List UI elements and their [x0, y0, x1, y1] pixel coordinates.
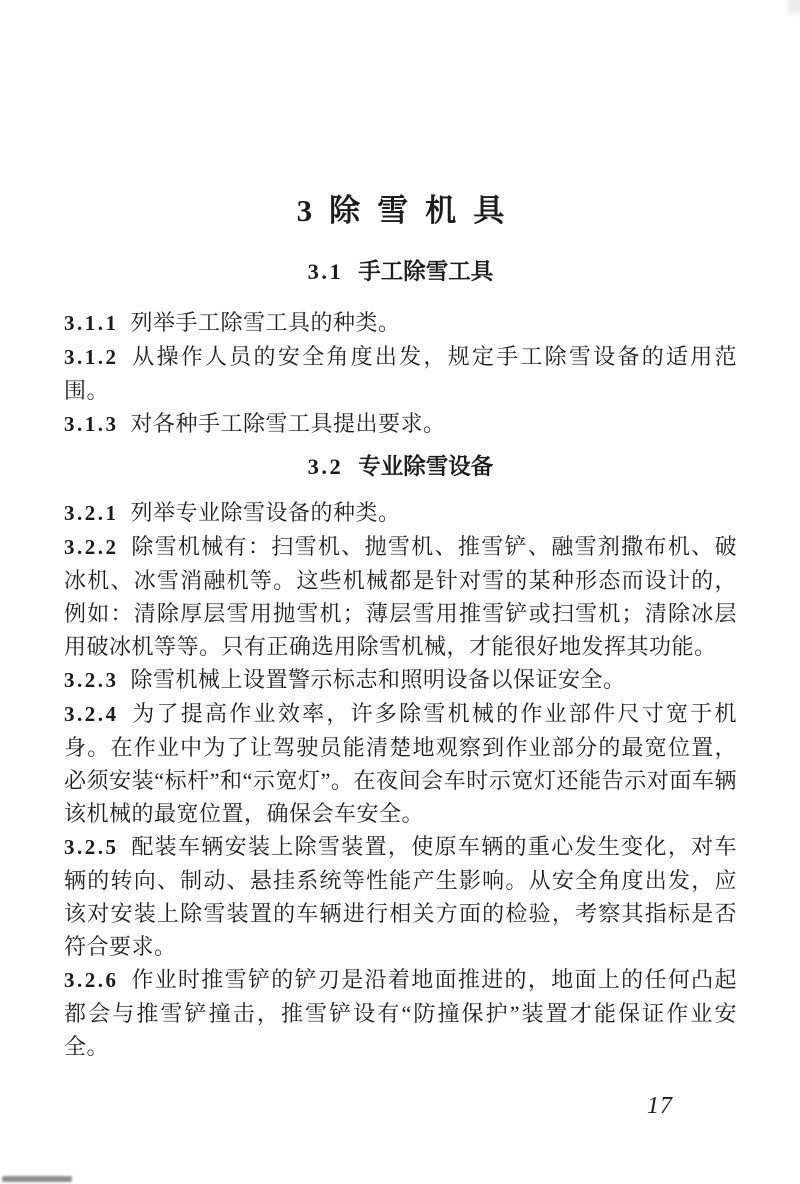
chapter-title-text: 除雪机具 — [329, 193, 522, 228]
clause-number: 3.1.2 — [64, 345, 119, 369]
scan-smudge-bottom-left — [2, 1176, 72, 1182]
clause-number: 3.2.2 — [64, 535, 119, 559]
clause-paragraph: 3.2.2 除雪机械有：扫雪机、抛雪机、推雪铲、融雪剂撒布机、破冰机、冰雪消融机等。这些机械都是针对雪的某种形态而设计的，例如：清除厚层雪用抛雪机；薄层雪用推雪铲或扫雪机；清除冰层用破冰机等等。只有正确选用除雪机械，才能很好地发挥其功能。 — [64, 534, 737, 659]
document-body — [64, 259, 737, 1063]
clause-number: 3.2.4 — [64, 702, 119, 726]
clause-number: 3.2.6 — [64, 968, 119, 992]
clause-paragraph: 3.1.2 从操作人员的安全角度出发，规定手工除雪设备的适用范围。 — [64, 344, 737, 403]
clause-number: 3.1.1 — [64, 311, 119, 335]
clause-number: 3.2.1 — [64, 501, 119, 525]
section-number: 3.1 — [307, 259, 344, 284]
section-heading — [64, 454, 737, 480]
section-title: 专业除雪设备 — [358, 454, 494, 479]
clause-paragraph: 3.1.3 对各种手工除雪工具提出要求。 — [64, 411, 446, 436]
clause-number: 3.2.3 — [64, 668, 119, 692]
clause-paragraph: 3.2.3 除雪机械上设置警示标志和照明设备以保证安全。 — [64, 667, 626, 692]
chapter-number: 3 — [296, 193, 315, 228]
clause-paragraph: 3.2.4 为了提高作业效率，许多除雪机械的作业部件尺寸宽于机身。在作业中为了让驾驶员能清楚地观察到作业部分的最宽位置，必须安装“标杆”和“示宽灯”。在夜间会车时示宽灯还能告示对面车辆该机械的最宽位置，确保会车安全。 — [64, 701, 737, 826]
section-title: 手工除雪工具 — [358, 259, 494, 284]
page-number: 17 — [647, 1093, 673, 1119]
clause-number: 3.2.5 — [64, 835, 119, 859]
clause-paragraph: 3.2.1 列举专业除雪设备的种类。 — [64, 500, 401, 525]
section-heading — [64, 259, 737, 285]
clause-number: 3.1.3 — [64, 412, 119, 436]
scan-smudge-top-right — [788, 0, 800, 14]
chapter-title — [64, 192, 737, 230]
clause-paragraph: 3.2.6 作业时推雪铲的铲刃是沿着地面推进的，地面上的任何凸起都会与推雪铲撞击，推雪铲设有“防撞保护”装置才能保证作业安全。 — [64, 967, 737, 1059]
section-number: 3.2 — [307, 454, 344, 479]
clause-paragraph: 3.1.1 列举手工除雪工具的种类。 — [64, 310, 401, 335]
clause-paragraph: 3.2.5 配装车辆安装上除雪装置，使原车辆的重心发生变化，对车辆的转向、制动、悬挂系统等性能产生影响。从安全角度出发，应该对安装上除雪装置的车辆进行相关方面的检验，考察其指标是否符合要求。 — [64, 834, 737, 959]
